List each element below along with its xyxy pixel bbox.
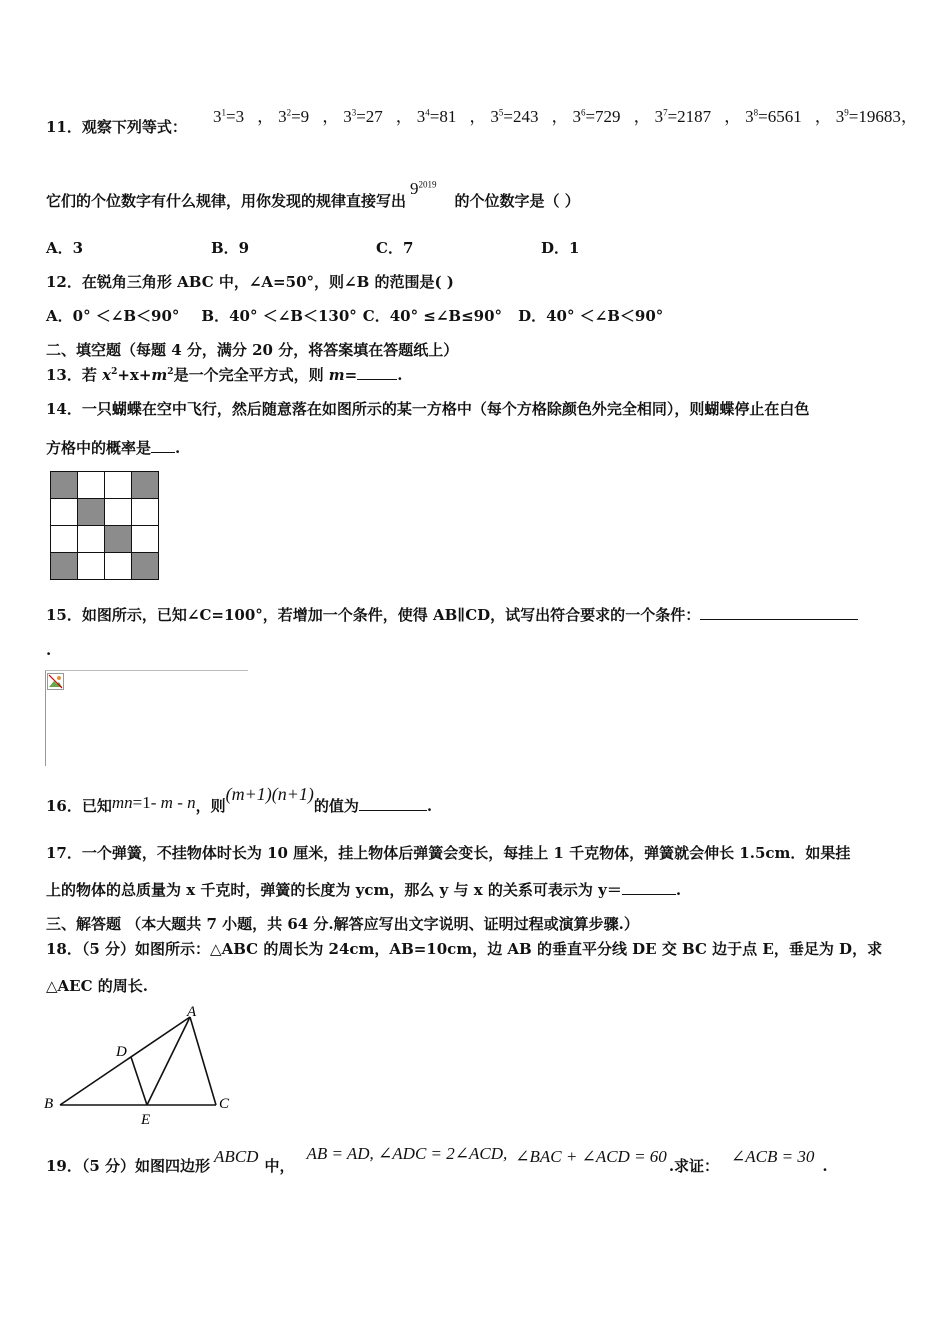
segment-ea: [147, 1017, 190, 1105]
q11-separator: ，: [469, 107, 487, 126]
q12-stem: 12．在锐角三角形 ABC 中，∠A=50°，则∠B 的范围是( ): [46, 273, 454, 291]
label-b: B: [44, 1096, 54, 1112]
q14-answer-blank: [151, 452, 175, 453]
q19-stem: 19．（5 分）如图四边形 ABCD 中，AB = AD, ∠ADC = 2∠ACD, ∠BAC + ∠ACD = 60 .求证： ∠ACB = 30 .: [46, 1144, 828, 1175]
q11-power-list: [213, 102, 922, 127]
grid-cell-dark: [78, 499, 105, 526]
q11-separator: ，: [724, 107, 742, 126]
q12-option-d: D．40° ＜∠B＜90°: [518, 307, 664, 325]
grid-cell-dark: [132, 553, 159, 580]
q11-separator: ，: [257, 107, 275, 126]
q11-power-2: $3^2=9$: [278, 107, 310, 126]
q11-power-3: $3^3=27$: [343, 107, 383, 126]
q18-line2: △AEC 的周长.: [46, 977, 148, 995]
segment-ba: [60, 1017, 190, 1105]
label-c: C: [219, 1096, 230, 1112]
q15-missing-figure: [45, 670, 248, 766]
q12-option-b: B．40° ＜∠B＜130°: [201, 307, 357, 325]
q11-power-8: $3^8=6561$: [745, 107, 802, 126]
segment-de: [131, 1057, 147, 1105]
broken-image-icon: [47, 673, 64, 690]
q14-line2: 方格中的概率是 .: [46, 439, 181, 457]
q11-separator: ，: [900, 107, 918, 126]
grid-cell-dark: [132, 472, 159, 499]
q11-option-b: B．9: [211, 239, 250, 257]
q11-separator: ，: [395, 107, 413, 126]
q18-triangle-figure: [40, 1000, 240, 1130]
q11-power-1: $3^1=3$: [213, 107, 245, 126]
label-d: D: [116, 1044, 127, 1060]
q15-answer-blank: [700, 619, 858, 620]
q13-stem: 13．若 $x^2+x+m^2$是一个完全平方式，则 m= .: [46, 366, 403, 384]
grid-cell-white: [132, 526, 159, 553]
q11-separator: ，: [814, 107, 832, 126]
q14-line1: 14．一只蝴蝶在空中飞行，然后随意落在如图所示的某一方格中（每个方格除颜色外完全相同），则蝴蝶停止在白色: [46, 400, 810, 418]
q11-stem: 11．观察下列等式：: [46, 118, 187, 136]
grid-cell-dark: [51, 553, 78, 580]
label-e: E: [141, 1112, 151, 1128]
grid-cell-white: [78, 526, 105, 553]
q17-answer-blank: [622, 894, 676, 895]
q11-option-d: D．1: [541, 239, 580, 257]
q15-end: .: [46, 641, 52, 659]
q11-power-4: $3^4=81$: [416, 107, 457, 126]
segment-ac: [190, 1017, 216, 1105]
q18-line1: 18．（5 分）如图所示：△ABC 的周长为 24cm，AB=10cm，边 AB 的垂直平分线 DE 交 BC 边于点 E，垂足为 D，求: [46, 940, 883, 958]
grid-cell-white: [51, 526, 78, 553]
grid-cell-white: [132, 499, 159, 526]
grid-cell-white: [105, 499, 132, 526]
q17-line1: 17．一个弹簧，不挂物体时长为 10 厘米，挂上物体后弹簧会变长，每挂上 1 千克物体，弹簧就会伸长 1.5cm．如果挂: [46, 844, 851, 862]
q17-line2: 上的物体的总质量为 x 千克时，弹簧的长度为 ycm，那么 y 与 x 的关系可表示为 y＝ .: [46, 881, 682, 899]
section-2-heading: 二、填空题（每题 4 分，满分 20 分，将答案填在答题纸上）: [46, 341, 459, 359]
q12-option-c: C．40° ≤∠B≤90°: [362, 307, 503, 325]
q11-separator: ，: [551, 107, 569, 126]
q14-grid-figure: [50, 471, 159, 580]
q11-separator: ，: [633, 107, 651, 126]
q16-stem: 16．已知mn=1- m - n，则(m+1)(n+1)的值为 .: [46, 784, 433, 815]
grid-cell-white: [105, 472, 132, 499]
q11-power-7: $3^7=2187$: [654, 107, 712, 126]
q15-stem: 15．如图所示，已知∠C=100°，若增加一个条件，使得 AB∥CD，试写出符合要求的一个条件：: [46, 604, 858, 625]
label-a: A: [187, 1004, 197, 1020]
q16-answer-blank: [359, 810, 427, 811]
q12-option-a: A．0° ＜∠B＜90°: [46, 307, 180, 325]
q11-line2: 它们的个位数字有什么规律，用你发现的规律直接写出$9^{2019}$的个位数字是（ ）: [46, 179, 580, 210]
q11-option-a: A．3: [46, 239, 84, 257]
q12-options: [46, 305, 663, 326]
grid-cell-white: [51, 499, 78, 526]
q11-power-6: $3^6=729$: [572, 107, 621, 126]
q13-answer-blank: [357, 379, 397, 380]
q11-separator: ，: [322, 107, 340, 126]
q11-power-5: $3^5=243$: [490, 107, 539, 126]
grid-cell-white: [78, 472, 105, 499]
grid-cell-dark: [51, 472, 78, 499]
section-3-heading: 三、解答题 （本大题共 7 小题，共 64 分.解答应写出文字说明、证明过程或演算步骤.）: [46, 915, 639, 933]
grid-cell-white: [78, 553, 105, 580]
q11-option-c: C．7: [376, 239, 414, 257]
grid-cell-dark: [105, 526, 132, 553]
q11-power-9: $3^9=19683$: [835, 107, 901, 126]
grid-cell-white: [105, 553, 132, 580]
